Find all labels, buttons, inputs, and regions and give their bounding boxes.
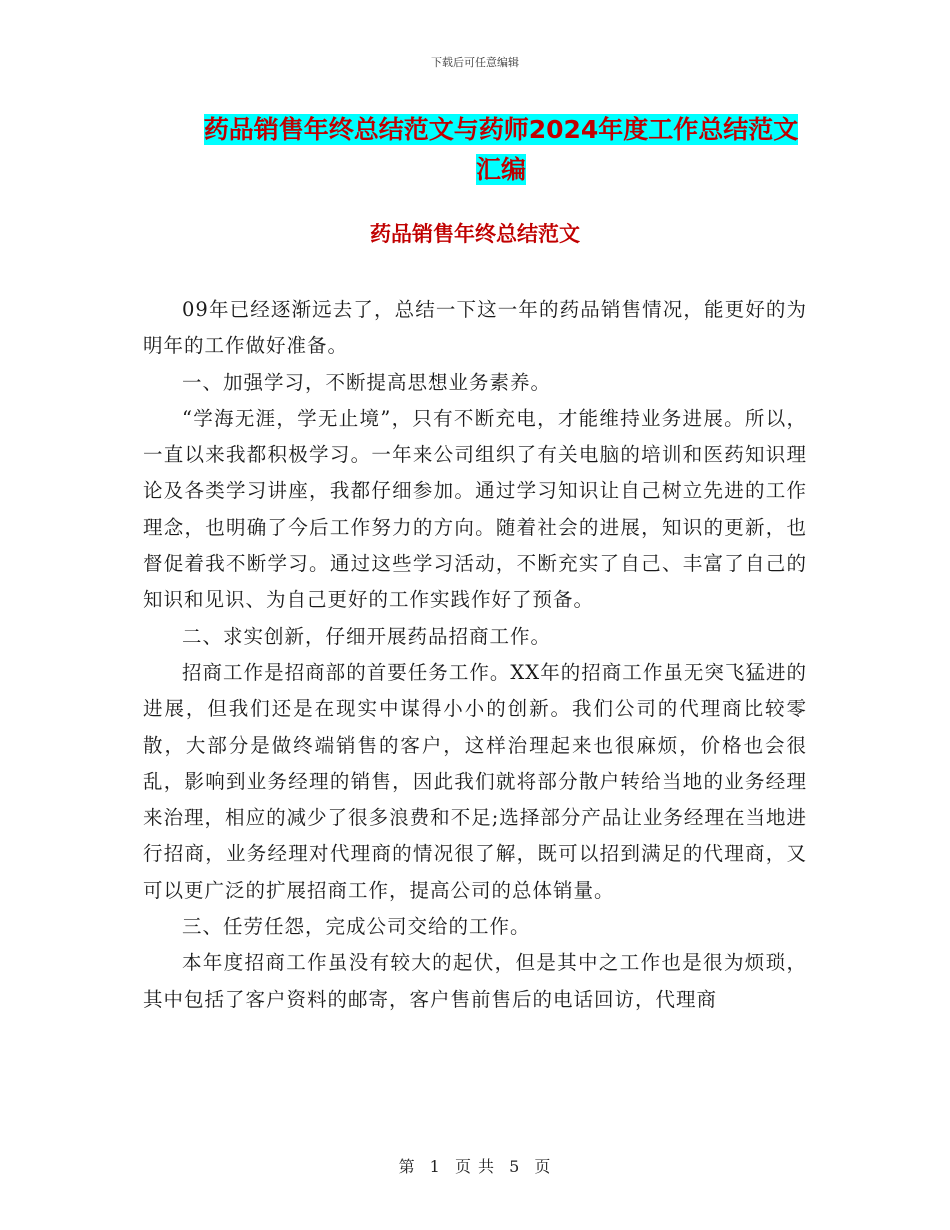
document-title-line-1: 药品销售年终总结范文与药师2024年度工作总结范文 xyxy=(203,115,799,144)
paragraph: 三、任劳任怨，完成公司交给的工作。 xyxy=(182,915,531,939)
paragraph: 09年已经逐渐远去了，总结一下这一年的药品销售情况，能更好的为明年的工作做好准备。 xyxy=(143,298,807,358)
page-footer xyxy=(0,1154,950,1177)
body-text xyxy=(143,292,807,1018)
document-title xyxy=(186,110,816,190)
page-current: 1 xyxy=(429,1157,441,1176)
header-note: 下载后可任意编辑 xyxy=(431,56,519,69)
paragraph: 本年度招商工作虽没有较大的起伏，但是其中之工作也是很为烦琐，其中包括了客户资料的邮寄，客户售前售后的电话回访，代理商 xyxy=(143,951,807,1011)
page-label-prefix: 第 xyxy=(398,1157,416,1176)
paragraph: 一、加强学习，不断提高思想业务素养。 xyxy=(182,370,552,394)
page-label-mid: 页 共 xyxy=(454,1157,496,1176)
paragraph: “学海无涯，学无止境”，只有不断充电，才能维持业务进展。所以，一直以来我都积极学习。一年来公司组织了有关电脑的培训和医药知识理论及各类学习讲座，我都仔细参加。通过学习知识让自己树立先进的工作理念，也明确了今后工作努力的方向。随着社会的进展，知识的更新，也督促着我不断学习。通过这些学习活动，不断充实了自己、丰富了自己的知识和见识、为自己更好的工作实践作好了预备。 xyxy=(143,406,807,612)
page-total: 5 xyxy=(509,1157,521,1176)
page-label-suffix: 页 xyxy=(534,1157,552,1176)
paragraph: 二、求实创新，仔细开展药品招商工作。 xyxy=(182,624,552,648)
section-title: 药品销售年终总结范文 xyxy=(370,222,580,246)
paragraph: 招商工作是招商部的首要任务工作。XX年的招商工作虽无突飞猛进的进展，但我们还是在现实中谋得小小的创新。我们公司的代理商比较零散，大部分是做终端销售的客户，这样治理起来也很麻烦，价格也会很乱，影响到业务经理的销售，因此我们就将部分散户转给当地的业务经理来治理，相应的减少了很多浪费和不足;选择部分产品让业务经理在当地进行招商，业务经理对代理商的情况很了解，既可以招到满足的代理商，又可以更广泛的扩展招商工作，提高公司的总体销量。 xyxy=(143,660,807,902)
document-title-line-2: 汇编 xyxy=(475,155,526,184)
